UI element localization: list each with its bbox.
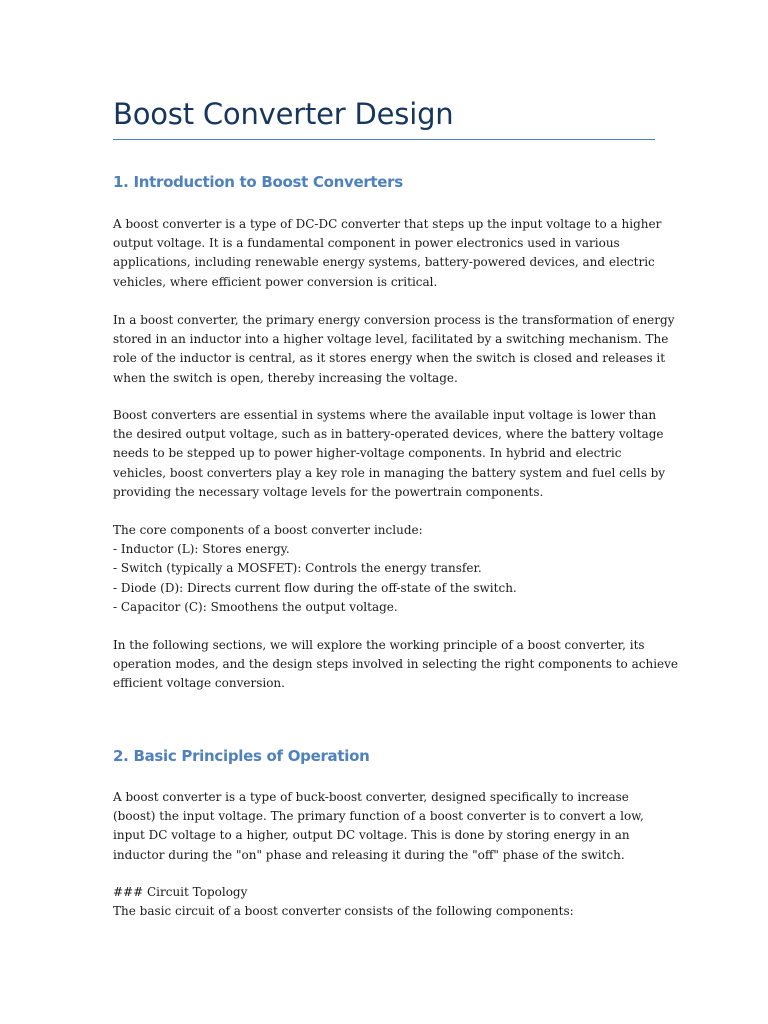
paragraph-core-components [113, 521, 655, 617]
text-line: output voltage. It is a fundamental component in power electronics used in various [113, 236, 620, 251]
title-underline [113, 139, 655, 140]
text-line: needs to be stepped up to power higher-voltage components. In hybrid and electric [113, 446, 622, 461]
list-item: - Inductor (L): Stores energy. [113, 542, 290, 557]
text-line: The core components of a boost converter include: [113, 523, 423, 537]
text-line: the desired output voltage, such as in battery-operated devices, where the battery voltage [113, 427, 664, 442]
list-item: - Switch (typically a MOSFET): Controls the energy transfer. [113, 561, 482, 576]
list-item: - Diode (D): Directs current flow during the off-state of the switch. [113, 580, 517, 595]
text-line: stored in an inductor into a higher voltage level, facilitated by a switching mechanism. The [113, 332, 669, 347]
text-line: inductor during the "on" phase and releasing it during the "off" phase of the switch. [113, 847, 625, 862]
text-line: In the following sections, we will explore the working principle of a boost converter, its [113, 638, 645, 652]
section-heading-introduction: 1. Introduction to Boost Converters [113, 173, 403, 191]
text-line: vehicles, boost converters play a key role in managing the battery system and fuel cells by [113, 465, 666, 480]
text-line: (boost) the input voltage. The primary function of a boost converter is to convert a low, [113, 809, 644, 824]
text-line: role of the inductor is central, as it stores energy when the switch is closed and releases it [113, 351, 666, 366]
text-line: Boost converters are essential in systems where the available input voltage is lower than [113, 408, 657, 422]
paragraph-applications [113, 406, 666, 502]
text-line: operation modes, and the design steps involved in selecting the right components to achieve [113, 657, 679, 672]
text-line: In a boost converter, the primary energy conversion process is the transformation of energy [113, 313, 675, 327]
paragraph-circuit-topology [113, 883, 655, 921]
text-line: efficient voltage conversion. [113, 676, 285, 691]
list-item: - Capacitor (C): Smoothens the output voltage. [113, 599, 398, 614]
text-line: ### Circuit Topology [113, 885, 248, 899]
section-heading-principles: 2. Basic Principles of Operation [113, 747, 370, 765]
paragraph-energy-conversion [113, 311, 675, 388]
paragraph-intro-definition [113, 215, 662, 292]
paragraph-principles [113, 788, 655, 865]
text-line: when the switch is open, thereby increasing the voltage. [113, 370, 458, 385]
text-line: A boost converter is a type of DC-DC converter that steps up the input voltage to a higher [113, 217, 662, 231]
text-line: applications, including renewable energy systems, battery-powered devices, and electric [113, 255, 655, 270]
text-line: A boost converter is a type of buck-boost converter, designed specifically to increase [113, 790, 629, 804]
paragraph-following-sections [113, 636, 679, 694]
text-line: input DC voltage to a higher, output DC voltage. This is done by storing energy in an [113, 828, 630, 843]
text-line: The basic circuit of a boost converter consists of the following components: [113, 904, 574, 919]
text-line: providing the necessary voltage levels for the powertrain components. [113, 484, 544, 499]
text-line: vehicles, where efficient power conversion is critical. [113, 274, 438, 289]
document-title: Boost Converter Design [113, 97, 454, 131]
